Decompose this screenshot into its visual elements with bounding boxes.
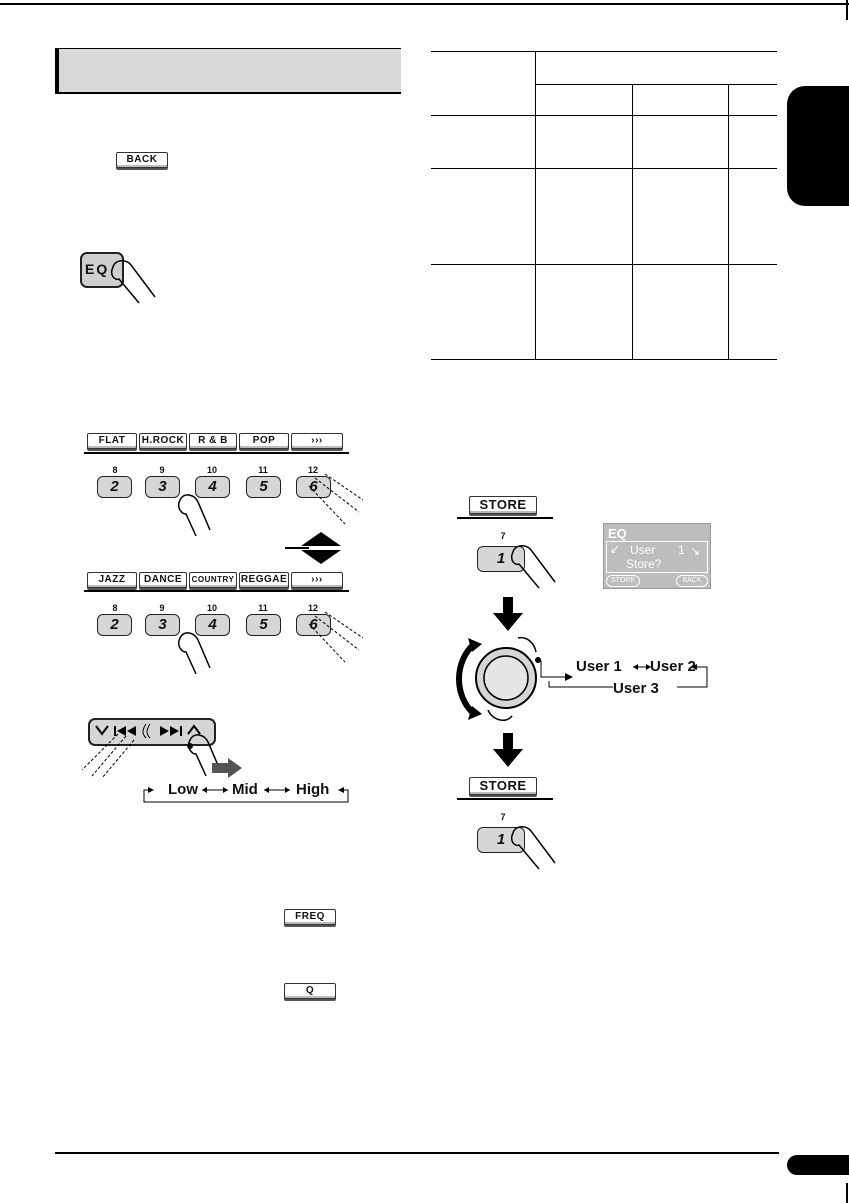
- down-arrow-icon: [493, 733, 523, 769]
- finger-icon: [170, 628, 240, 678]
- finger-icon: [170, 490, 240, 540]
- level-high: High: [296, 781, 330, 798]
- key-number-8: 8: [112, 465, 118, 475]
- store-button-top[interactable]: STORE: [469, 496, 537, 514]
- top-rule: [0, 3, 849, 5]
- toggle-arrow-icon: [283, 530, 345, 568]
- store-button-bottom[interactable]: STORE: [469, 777, 537, 795]
- table-header-cell: [632, 85, 729, 116]
- key-3[interactable]: 3: [145, 614, 180, 636]
- table-row: [431, 116, 536, 169]
- q-button[interactable]: Q: [284, 983, 336, 999]
- down-arrow-icon: [493, 597, 523, 633]
- back-button[interactable]: BACK: [116, 152, 168, 168]
- key-2[interactable]: 2: [97, 476, 132, 498]
- key-5[interactable]: 5: [246, 476, 281, 498]
- preset-jazz[interactable]: JAZZ: [87, 572, 137, 588]
- preset-row-2-rule: [84, 590, 349, 592]
- side-tab: [787, 86, 849, 206]
- key-5[interactable]: 5: [246, 614, 281, 636]
- key-4[interactable]: 4: [195, 614, 230, 636]
- table-row: [431, 169, 536, 265]
- preset-next-2[interactable]: ›››: [291, 572, 343, 588]
- table-row: [431, 265, 536, 360]
- table-header-cell: [536, 85, 633, 116]
- right-arrow-icon: [212, 758, 244, 778]
- store-key-number-7: 7: [500, 812, 506, 822]
- preset-country[interactable]: COUNTRY: [189, 572, 237, 588]
- store-key-number-7: 7: [500, 531, 506, 541]
- eq-display-number: 1: [678, 543, 685, 557]
- key-3[interactable]: 3: [145, 476, 180, 498]
- finger-icon: [505, 540, 565, 590]
- corner-mark-bottom: [846, 1183, 848, 1203]
- preset-hrock[interactable]: H.ROCK: [139, 433, 187, 449]
- page-number-tab: [787, 1155, 849, 1175]
- store-key-1[interactable]: 1: [477, 546, 525, 572]
- key-number-11: 11: [258, 465, 268, 475]
- table-header-cell: [536, 52, 778, 85]
- finger-dashed-icon: [305, 610, 365, 670]
- finger-dashed-icon: [78, 730, 138, 780]
- user-2: User 2: [650, 658, 696, 675]
- preset-rb[interactable]: R & B: [189, 433, 237, 449]
- store-bottom-rule: [457, 798, 553, 800]
- user-1: User 1: [576, 658, 622, 675]
- key-number-10: 10: [206, 465, 217, 475]
- preset-dance[interactable]: DANCE: [139, 572, 187, 588]
- bottom-rule: [55, 1152, 779, 1154]
- table-header-cell: [729, 85, 777, 116]
- eq-display-store-button[interactable]: STORE: [606, 575, 640, 587]
- user-3: User 3: [613, 680, 659, 697]
- finger-dashed-icon: [305, 472, 365, 532]
- preset-row-1-rule: [84, 452, 349, 454]
- key-number-11: 11: [258, 603, 268, 613]
- preset-reggae[interactable]: REGGAE: [239, 572, 289, 588]
- eq-display-line2: Store?: [626, 557, 662, 571]
- finger-icon: [505, 821, 565, 871]
- key-6[interactable]: 6: [296, 614, 331, 636]
- corner-mark-top: [846, 0, 848, 20]
- store-key-1[interactable]: 1: [477, 827, 525, 853]
- eq-display-line1: User: [630, 543, 656, 557]
- key-number-9: 9: [159, 465, 165, 475]
- key-number-8: 8: [112, 603, 118, 613]
- eq-display-back-button[interactable]: BACK: [676, 575, 708, 587]
- eq-button-label: EQ: [85, 261, 110, 277]
- key-number-10: 10: [206, 603, 217, 613]
- level-mid: Mid: [232, 781, 258, 798]
- key-4[interactable]: 4: [195, 476, 230, 498]
- table-header-cell: [431, 52, 536, 116]
- preset-pop[interactable]: POP: [239, 433, 289, 449]
- level-low: Low: [168, 781, 198, 798]
- store-top-rule: [457, 517, 553, 519]
- preset-next-1[interactable]: ›››: [291, 433, 343, 449]
- eq-display-title: EQ: [608, 526, 627, 541]
- key-number-9: 9: [159, 603, 165, 613]
- preset-flat[interactable]: FLAT: [87, 433, 137, 449]
- key-number-12: 12: [307, 603, 318, 613]
- key-2[interactable]: 2: [97, 614, 132, 636]
- eq-display-left-arrow: ↙: [610, 542, 621, 556]
- freq-button[interactable]: FREQ: [284, 909, 336, 925]
- eq-display-right-arrow: ↘: [690, 544, 701, 558]
- settings-table: [431, 51, 777, 360]
- key-6[interactable]: 6: [296, 476, 331, 498]
- eq-display: [603, 523, 711, 589]
- key-number-12: 12: [307, 465, 318, 475]
- finger-icon: [105, 255, 165, 305]
- section-header: [55, 48, 401, 94]
